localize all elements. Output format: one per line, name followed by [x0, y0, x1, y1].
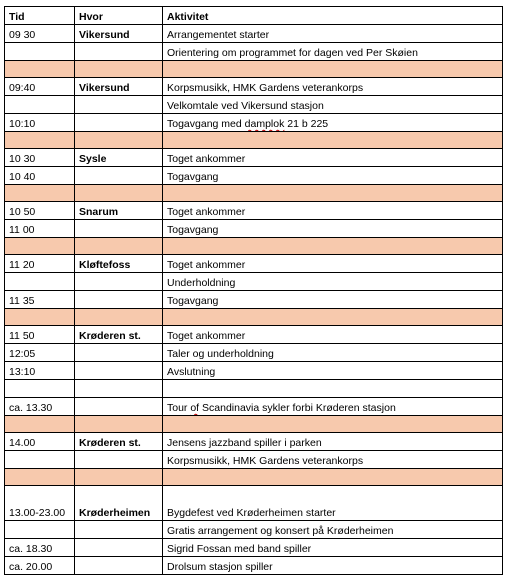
time-cell: 10 30 [5, 149, 75, 167]
activity-cell: Toget ankommer [163, 326, 503, 344]
separator-cell [163, 238, 503, 255]
separator-cell [75, 61, 163, 78]
place-cell: Krøderheimen [75, 486, 163, 521]
schedule-body [5, 25, 503, 575]
separator-row [5, 416, 503, 433]
time-cell [5, 380, 75, 398]
separator-cell [5, 469, 75, 486]
time-cell: 13.00-23.00 [5, 486, 75, 521]
separator-row [5, 132, 503, 149]
activity-cell: Sigrid Fossan med band spiller [163, 539, 503, 557]
time-cell: 10 40 [5, 167, 75, 185]
activity-cell: Korpsmusikk, HMK Gardens veterankorps [163, 451, 503, 469]
place-cell [75, 114, 163, 132]
place-cell: Krøderen st. [75, 326, 163, 344]
time-cell [5, 96, 75, 114]
separator-cell [75, 309, 163, 326]
table-row [5, 362, 503, 380]
table-row [5, 451, 503, 469]
time-cell: ca. 13.30 [5, 398, 75, 416]
table-row [5, 291, 503, 309]
activity-cell: Gratis arrangement og konsert på Krøderheimen [163, 521, 503, 539]
activity-text: Tour [167, 402, 191, 414]
table-row [5, 114, 503, 132]
table-row [5, 486, 503, 521]
activity-text: Scandinavia sykler forbi Krøderen stasjon [199, 402, 396, 414]
place-cell: Vikersund [75, 25, 163, 43]
header-aktivitet: Aktivitet [163, 7, 503, 25]
separator-cell [163, 61, 503, 78]
time-cell: 14.00 [5, 433, 75, 451]
place-cell [75, 557, 163, 575]
activity-cell: Toget ankommer [163, 149, 503, 167]
separator-cell [163, 132, 503, 149]
spellcheck-marked-word: of [190, 402, 200, 414]
time-cell: 11 00 [5, 220, 75, 238]
table-row [5, 344, 503, 362]
table-row [5, 273, 503, 291]
activity-cell [163, 380, 503, 398]
place-cell [75, 398, 163, 416]
activity-cell: Jensens jazzband spiller i parken [163, 433, 503, 451]
separator-row [5, 185, 503, 202]
schedule-container [4, 6, 503, 575]
place-cell [75, 521, 163, 539]
time-cell [5, 451, 75, 469]
table-row [5, 539, 503, 557]
table-row [5, 433, 503, 451]
header-tid: Tid [5, 7, 75, 25]
activity-cell: Toget ankommer [163, 202, 503, 220]
separator-row [5, 61, 503, 78]
separator-cell [5, 416, 75, 433]
separator-cell [5, 185, 75, 202]
activity-cell: Bygdefest ved Krøderheimen starter [163, 486, 503, 521]
time-cell: 11 35 [5, 291, 75, 309]
time-cell: 10:10 [5, 114, 75, 132]
time-cell: ca. 18.30 [5, 539, 75, 557]
time-cell [5, 521, 75, 539]
separator-cell [163, 185, 503, 202]
time-cell: ca. 20.00 [5, 557, 75, 575]
activity-text: Togavgang med [167, 118, 245, 130]
separator-cell [5, 61, 75, 78]
place-cell [75, 96, 163, 114]
separator-cell [75, 469, 163, 486]
table-row [5, 220, 503, 238]
time-cell: 09 30 [5, 25, 75, 43]
activity-cell: Drolsum stasjon spiller [163, 557, 503, 575]
place-cell: Krøderen st. [75, 433, 163, 451]
separator-cell [5, 132, 75, 149]
time-cell: 09:40 [5, 78, 75, 96]
place-cell [75, 539, 163, 557]
separator-cell [5, 238, 75, 255]
table-row [5, 43, 503, 61]
place-cell: Snarum [75, 202, 163, 220]
table-row [5, 25, 503, 43]
spellcheck-marked-word: damplok [244, 118, 285, 130]
place-cell [75, 362, 163, 380]
activity-cell [163, 114, 503, 132]
activity-cell: Underholdning [163, 273, 503, 291]
time-cell: 10 50 [5, 202, 75, 220]
activity-cell: Taler og underholdning [163, 344, 503, 362]
separator-cell [163, 416, 503, 433]
separator-row [5, 469, 503, 486]
table-row [5, 380, 503, 398]
schedule-table [4, 6, 503, 575]
place-cell [75, 380, 163, 398]
table-row [5, 398, 503, 416]
activity-cell: Arrangementet starter [163, 25, 503, 43]
activity-cell: Korpsmusikk, HMK Gardens veterankorps [163, 78, 503, 96]
time-cell: 11 20 [5, 255, 75, 273]
table-row [5, 78, 503, 96]
table-row [5, 326, 503, 344]
time-cell: 13:10 [5, 362, 75, 380]
place-cell [75, 273, 163, 291]
place-cell: Sysle [75, 149, 163, 167]
separator-cell [163, 309, 503, 326]
table-row [5, 167, 503, 185]
activity-cell: Togavgang [163, 167, 503, 185]
activity-cell: Togavgang [163, 220, 503, 238]
separator-row [5, 238, 503, 255]
separator-cell [163, 469, 503, 486]
activity-cell [163, 398, 503, 416]
time-cell: 12:05 [5, 344, 75, 362]
header-row [5, 7, 503, 25]
place-cell: Vikersund [75, 78, 163, 96]
place-cell [75, 167, 163, 185]
table-row [5, 557, 503, 575]
table-row [5, 521, 503, 539]
place-cell [75, 451, 163, 469]
activity-cell: Orientering om programmet for dagen ved Per Skøien [163, 43, 503, 61]
separator-cell [75, 132, 163, 149]
activity-cell: Togavgang [163, 291, 503, 309]
table-row [5, 255, 503, 273]
place-cell [75, 291, 163, 309]
time-cell [5, 273, 75, 291]
time-cell [5, 43, 75, 61]
activity-text: 21 b 225 [284, 118, 329, 130]
separator-cell [5, 309, 75, 326]
place-cell: Kløftefoss [75, 255, 163, 273]
separator-cell [75, 416, 163, 433]
place-cell [75, 344, 163, 362]
activity-cell: Avslutning [163, 362, 503, 380]
time-cell: 11 50 [5, 326, 75, 344]
header-hvor: Hvor [75, 7, 163, 25]
separator-cell [75, 185, 163, 202]
separator-row [5, 309, 503, 326]
place-cell [75, 43, 163, 61]
activity-cell: Toget ankommer [163, 255, 503, 273]
table-row [5, 149, 503, 167]
activity-cell: Velkomtale ved Vikersund stasjon [163, 96, 503, 114]
table-row [5, 96, 503, 114]
place-cell [75, 220, 163, 238]
separator-cell [75, 238, 163, 255]
table-row [5, 202, 503, 220]
